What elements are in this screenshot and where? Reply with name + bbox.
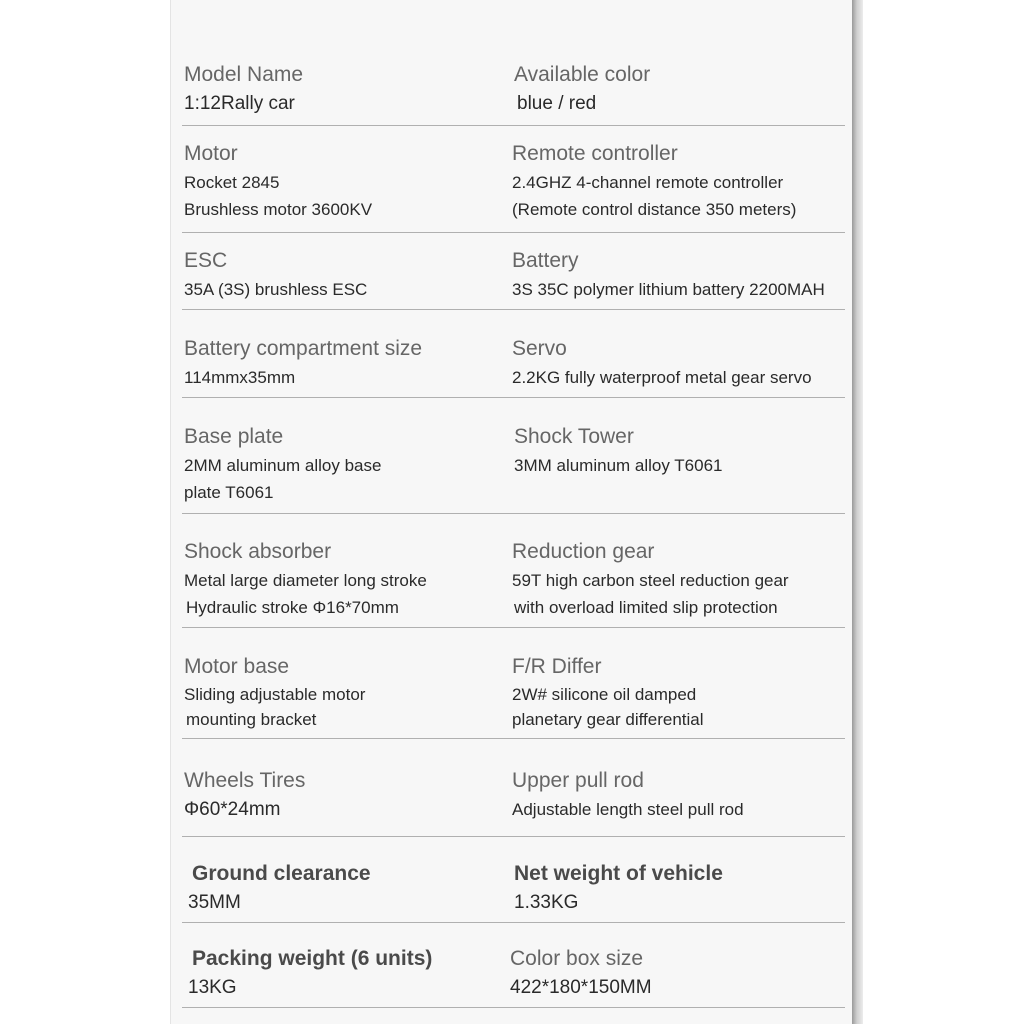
spec-reduction-gear — [512, 539, 848, 621]
spec-label: Motor base — [184, 655, 290, 678]
spec-value-line-1: 2W# silicone oil damped — [512, 685, 697, 704]
spec-label: Battery compartment size — [184, 337, 423, 360]
spec-row-base-plate — [182, 424, 845, 514]
spec-motor — [184, 141, 504, 223]
spec-row-packing-weight — [182, 946, 845, 1008]
spec-value-line-1: Rocket 2845 — [184, 173, 280, 192]
spec-value: 13KG — [188, 977, 237, 998]
spec-value: 1:12Rally car — [184, 93, 295, 114]
spec-label: Base plate — [184, 425, 284, 448]
spec-label: Wheels Tires — [184, 769, 306, 792]
spec-row-shock-absorber — [182, 539, 845, 628]
spec-value-line-1: Sliding adjustable motor — [184, 685, 366, 704]
spec-label: Packing weight (6 units) — [192, 947, 433, 970]
spec-value: 422*180*150MM — [510, 977, 652, 998]
spec-value-line-1: 2MM aluminum alloy base — [184, 456, 382, 475]
spec-upper-pull-rod — [512, 768, 848, 823]
spec-value-line-2: mounting bracket — [186, 710, 317, 729]
spec-value-line-1: 59T high carbon steel reduction gear — [512, 571, 789, 590]
spec-row-motor — [182, 141, 845, 233]
spec-row-ground-clearance — [182, 861, 845, 923]
spec-value: Φ60*24mm — [184, 799, 281, 820]
spec-value-line-2: (Remote control distance 350 meters) — [512, 200, 797, 219]
spec-net-weight — [514, 861, 850, 916]
spec-shock-tower — [514, 424, 850, 479]
spec-packing-weight — [188, 946, 508, 1001]
spec-label: Shock absorber — [184, 540, 332, 563]
spec-label: Shock Tower — [514, 425, 634, 448]
spec-motor-base — [184, 654, 504, 732]
spec-label: Motor — [184, 142, 238, 165]
spec-value-line-2: Brushless motor 3600KV — [184, 200, 373, 219]
spec-row-motor-base — [182, 654, 845, 739]
spec-remote-controller — [512, 141, 848, 223]
spec-value: 1.33KG — [514, 892, 579, 913]
spec-label: F/R Differ — [512, 655, 602, 678]
spec-label: Reduction gear — [512, 540, 655, 563]
spec-label: Upper pull rod — [512, 769, 644, 792]
page-edge-shadow — [852, 0, 863, 1024]
spec-value-line-2: Hydraulic stroke Φ16*70mm — [186, 598, 399, 617]
spec-row-esc — [182, 248, 845, 310]
spec-esc — [184, 248, 504, 303]
spec-battery-compartment-size — [184, 336, 504, 391]
spec-label: Ground clearance — [192, 862, 371, 885]
spec-value: 3S 35C polymer lithium battery 2200MAH — [512, 280, 825, 299]
spec-model-name — [184, 62, 504, 117]
spec-value-line-1: 2.4GHZ 4-channel remote controller — [512, 173, 784, 192]
spec-label: Available color — [514, 63, 651, 86]
spec-base-plate — [184, 424, 504, 506]
spec-value: 114mmx35mm — [184, 368, 296, 387]
spec-wheels-tires — [184, 768, 504, 823]
spec-value-line-2: plate T6061 — [184, 483, 274, 502]
spec-available-color — [514, 62, 850, 117]
spec-value-line-2: planetary gear differential — [512, 710, 704, 729]
spec-value: 35MM — [188, 892, 241, 913]
spec-label: Battery — [512, 249, 579, 272]
spec-color-box-size — [510, 946, 846, 1001]
spec-value: 3MM aluminum alloy T6061 — [514, 456, 723, 475]
spec-label: Remote controller — [512, 142, 678, 165]
spec-row-wheels — [182, 768, 845, 837]
spec-label: Servo — [512, 337, 567, 360]
spec-label: Model Name — [184, 63, 304, 86]
spec-shock-absorber — [184, 539, 504, 621]
spec-row-model — [182, 62, 845, 126]
spec-value: blue / red — [517, 93, 597, 114]
spec-value-line-2: with overload limited slip protection — [514, 598, 778, 617]
spec-value: 2.2KG fully waterproof metal gear servo — [512, 368, 812, 387]
spec-label: Color box size — [510, 947, 644, 970]
spec-value-line-1: Metal large diameter long stroke — [184, 571, 427, 590]
spec-ground-clearance — [188, 861, 508, 916]
spec-row-battery-compartment — [182, 336, 845, 398]
spec-value: Adjustable length steel pull rod — [512, 800, 744, 819]
spec-label: ESC — [184, 249, 228, 272]
spec-value: 35A (3S) brushless ESC — [184, 280, 368, 299]
spec-label: Net weight of vehicle — [514, 862, 723, 885]
spec-fr-differ — [512, 654, 848, 732]
spec-servo — [512, 336, 848, 391]
spec-battery — [512, 248, 848, 303]
